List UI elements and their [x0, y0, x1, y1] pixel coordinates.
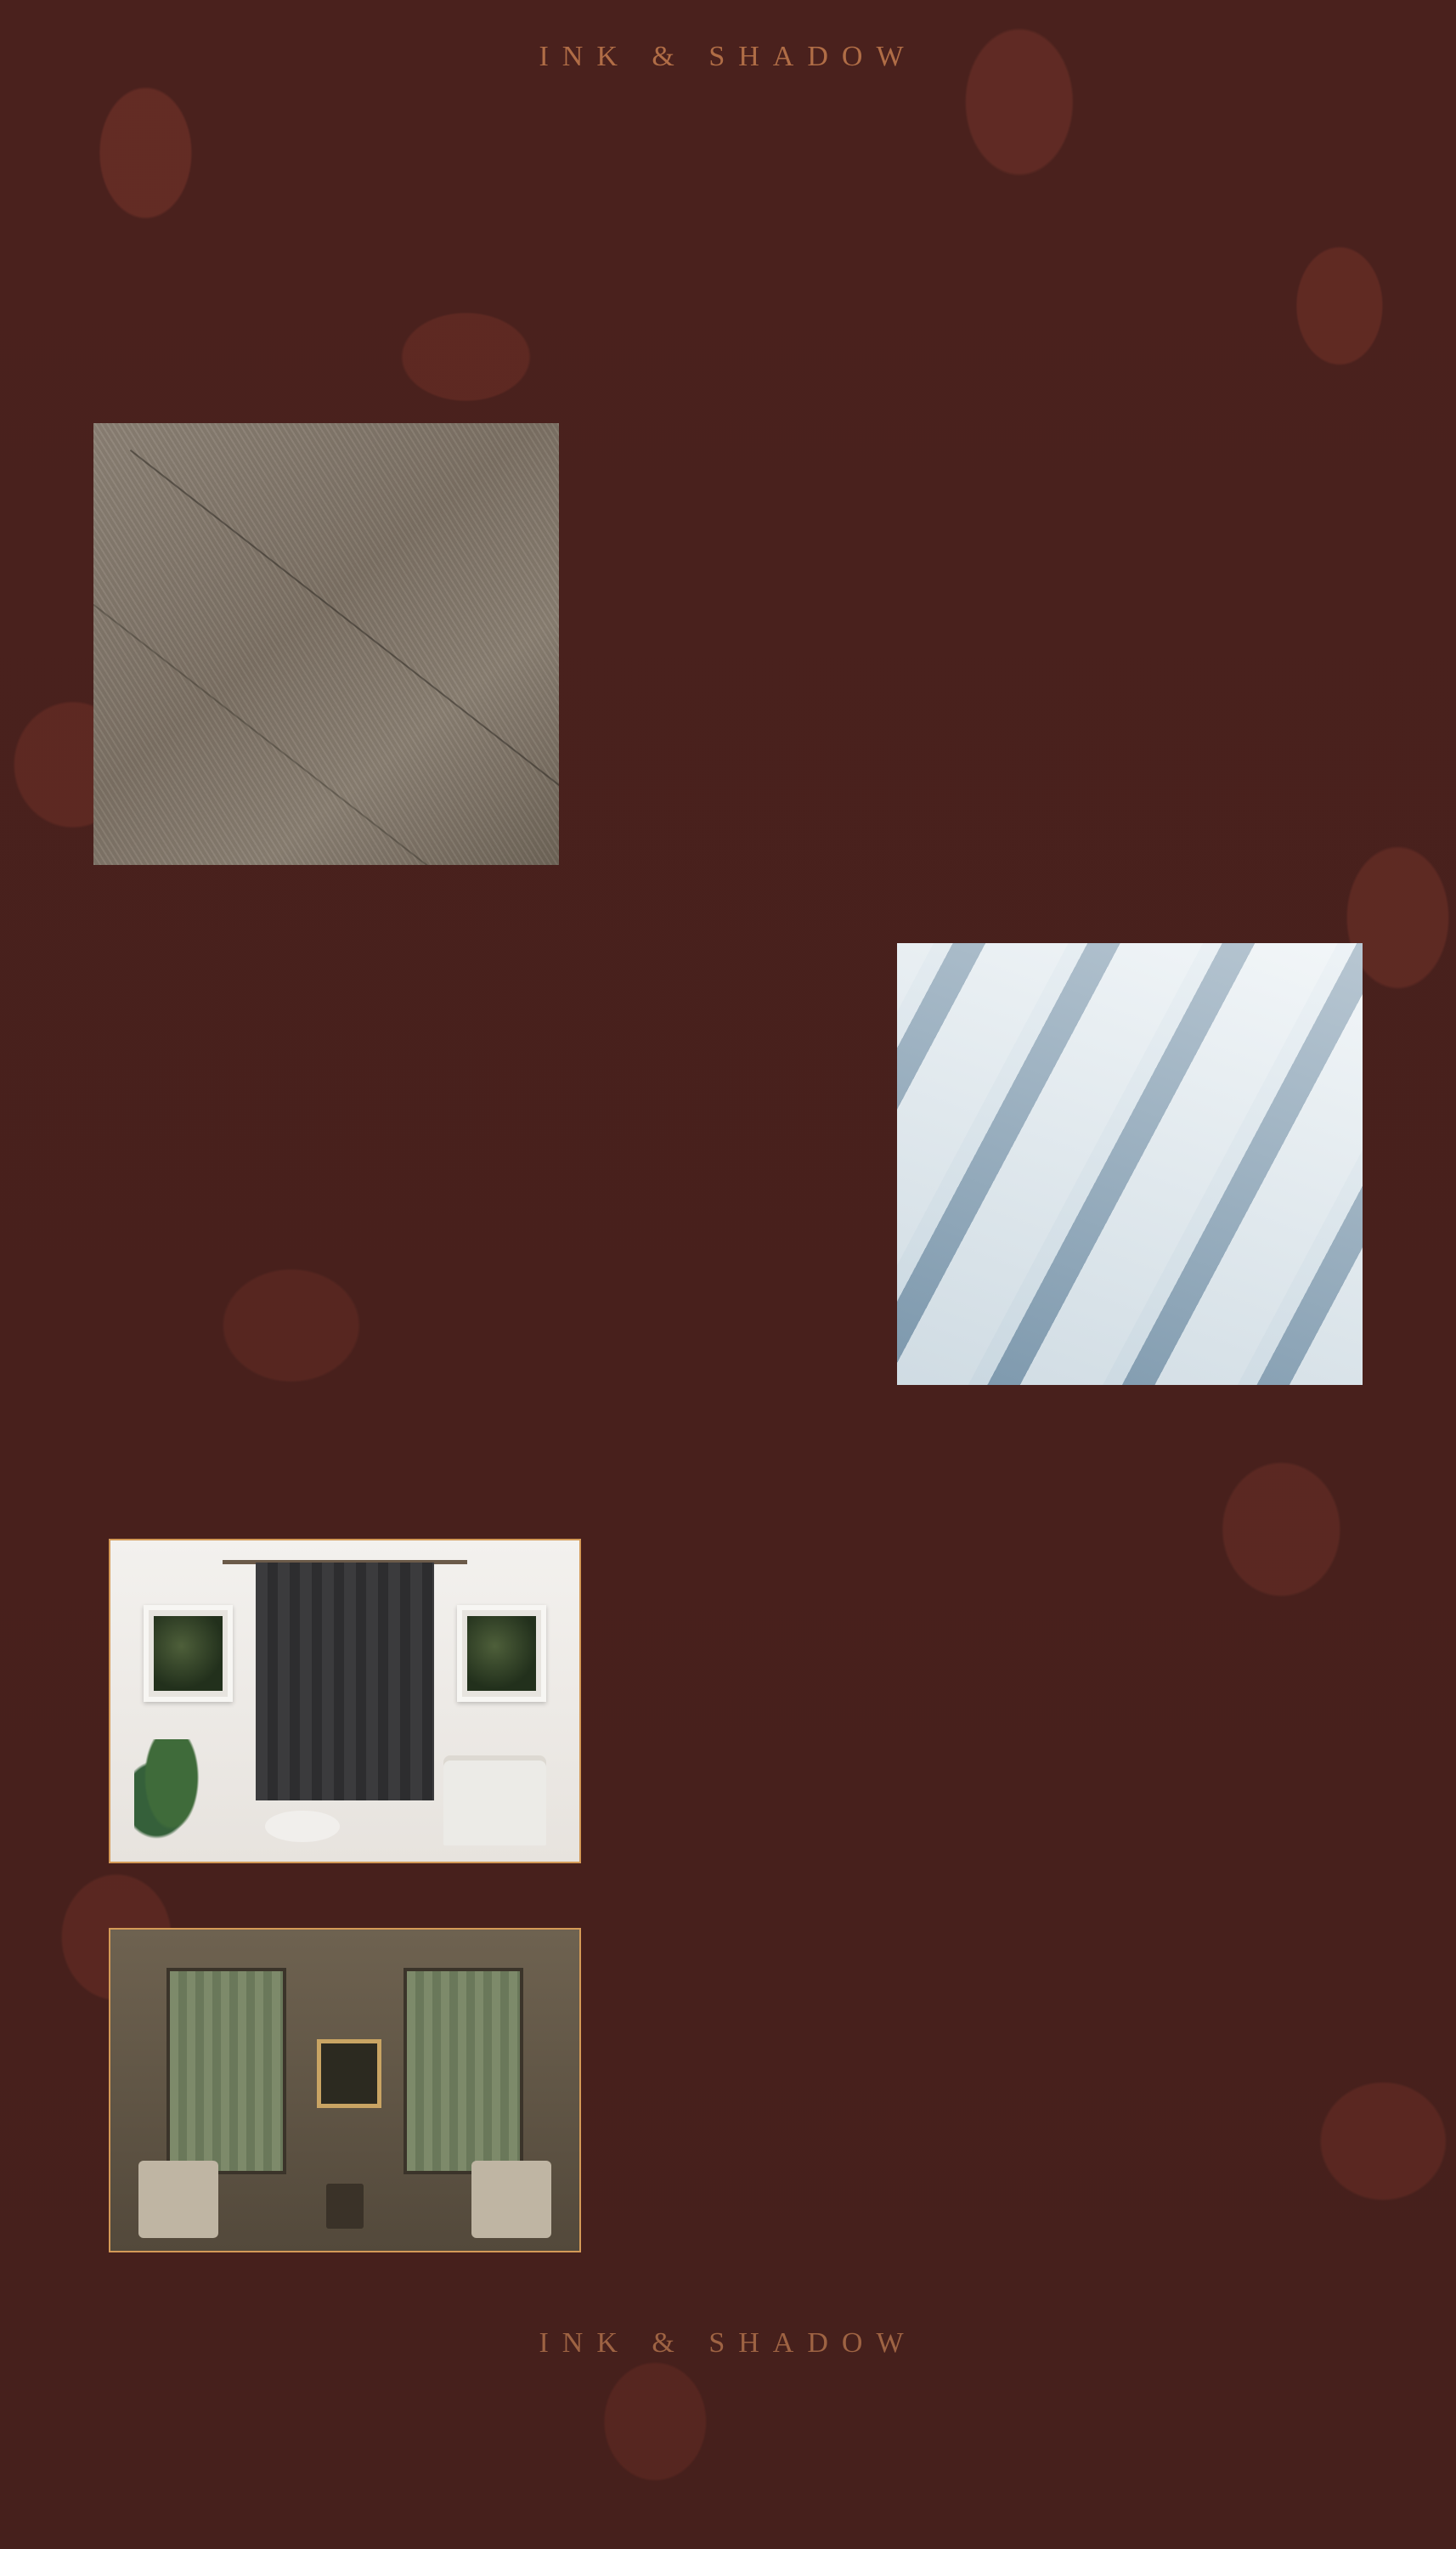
potted-plant — [134, 1739, 209, 1849]
sheer-curtain-fabric-closeup-image — [892, 938, 1368, 1390]
framed-art-center — [317, 2039, 381, 2109]
blackout-curtain-fabric-closeup-image — [88, 418, 564, 870]
framed-art-left — [144, 1605, 234, 1702]
blackout-curtain-room-photo — [109, 1539, 581, 1863]
armchair-right — [471, 2161, 551, 2238]
framed-art-right — [457, 1605, 547, 1702]
window-right — [404, 1968, 522, 2173]
window-left — [166, 1968, 285, 2173]
blackout-curtain-panel — [256, 1563, 434, 1800]
stool — [265, 1811, 340, 1843]
brand-name-top: INK & SHADOW — [539, 41, 917, 72]
brand-name-bottom: INK & SHADOW — [539, 2327, 917, 2359]
side-table — [326, 2184, 364, 2229]
armchair-left — [138, 2161, 218, 2238]
sheer-curtain-room-photo — [109, 1928, 581, 2252]
armchair — [443, 1755, 546, 1845]
